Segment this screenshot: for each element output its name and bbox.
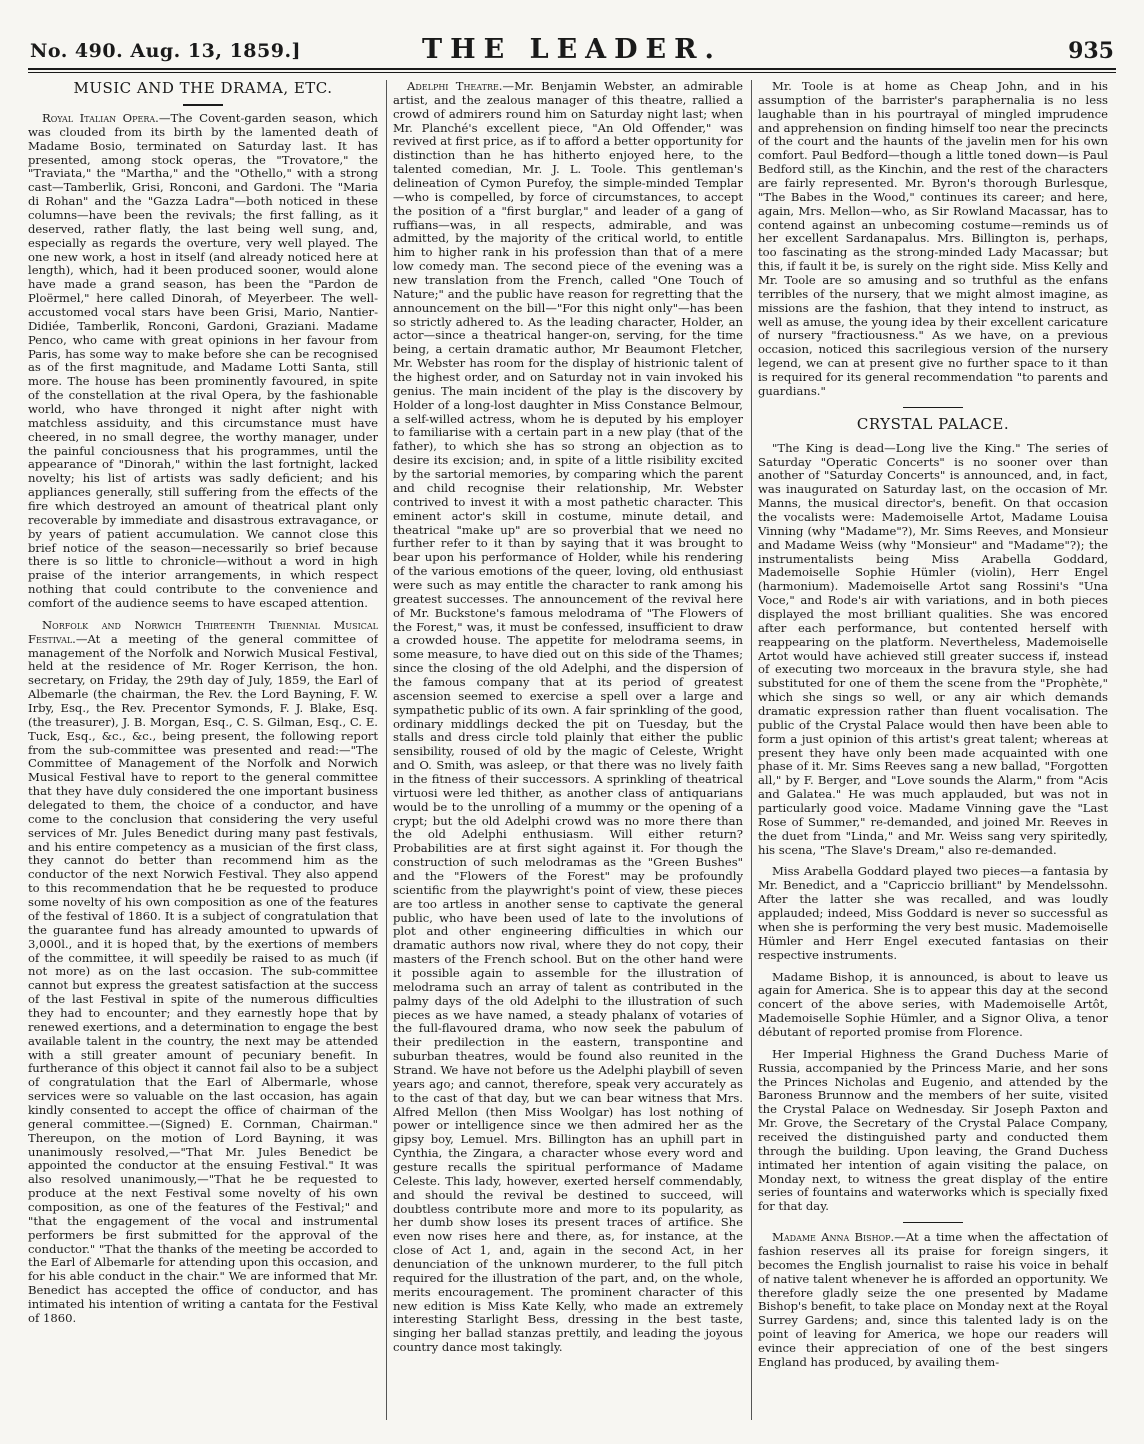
article-norfolk-festival [28, 619, 378, 1326]
article-lead: Adelphi Theatre. [407, 80, 503, 93]
article-body: —At a time when the affectation of fashion reserves all its praise for foreign singers, it becomes the English journalist to raise his voice in behalf of native talent whenever he is afforded an opportunity. We therefore gladly seize the one presented by Madame Bishop's benefit, to take place on Monday next at the Royal Surrey Gardens; and, since this talented lady is on the point of leaving for America, we hope our readers will evince their appreciation of one of the best singers England has produced, by availing them- [758, 1230, 1108, 1369]
article-lead: Royal Italian Opera. [42, 110, 159, 125]
section-heading-crystal-palace: CRYSTAL PALACE. [856, 414, 1010, 433]
article-madame-bishop-leaving: Madame Bishop, it is announced, is about to leave us again for America. She is to appear this day at the second concert of the above series, with Mademoiselle Artôt, Mademoiselle Sophie Hümler, and a Signor Oliva, a tenor débutant of reported promise from Florence. [758, 969, 1108, 1039]
masthead-rule-thin [28, 72, 1116, 73]
section-heading-music-drama: MUSIC AND THE DRAMA, ETC. [73, 80, 333, 97]
column-1 [28, 80, 378, 1420]
article-grand-duchess: Her Imperial Highness the Grand Duchess Marie of Russia, accompanied by the Princess Marie, and her sons the Princes Nicholas and Eugenio, and attended by the Baroness Brunnow and the members of her suite, visited the Crystal Palace on Wednesday. Sir Joseph Paxton and Mr. Grove, the Secretary of the Crystal Palace Company, received the distinguished party and conducted them through the building. Upon leaving, the Grand Duchess intimated her intention of again visiting the palace, on Monday next, to witness the great display of the entire series of fountains and waterworks which is specially fixed for that day. [758, 1046, 1108, 1214]
article-body: —Mr. Benjamin Webster, an admirable artist, and the zealous manager of this theatre, rallied a crowd of admirers round him on Saturday night last; when Mr. Planché's excellent piece, "An Old Offender," was revived at first price, as if to afford a better opportunity for distinction than he has hitherto enjoyed here, to the talented comedian, Mr. J. L. Toole. This gentleman's delineation of Cymon Purefoy, the simple-minded Templar—who is compelled, by force of circumstances, to accept the position of a "first burglar," and leader of a gang of ruffians—was, in all respects, admirable, and was admitted, by the majority of the critical world, to entitle him to higher rank in his profession than that of a mere low comedy man. The second piece of the evening was a new translation from the French, called "One Touch of Nature;" and the public have reason for regretting that the announcement on the bill—"For this night only"—has been so strictly adhered to. As the leading character, Holder, an actor—since a theatrical hanger-on, serving, for the time being, a certain dramatic author, Mr Beaumont Fletcher, Mr. Webster has room for the display of histrionic talent of the highest order, and on Saturday not in vain invoked his genius. The main incident of the play is the discovery by Holder of a long-lost daughter in Miss Constance Belmour, a self-willed actress, whom he is deputed by his employer to familiarise with a certain part in a new play (that of the father), to which she has so strong an objection as to desire its excision; and, in spite of a little risibility excited by the sartorial memories, by comparing which the parent and child recognise their relationship, Mr. Webster contrived to invest it with a most pathetic character. This eminent actor's skill in costume, minute detail, and theatrical "make up" are so proverbial that we need no further refer to it than by saying that it was brought to bear upon his performance of Holder, while his rendering of the various emotions of the queer, loving, old enthusiast were such as may entitle the character to rank among his greatest successes. The announcement of the revival here of Mr. Buckstone's famous melodrama of "The Flowers of the Forest," was, it must be confessed, insufficient to draw a crowded house. The appetite for melodrama seems, in some measure, to have died out on this side of the Thames; since the closing of the old Adelphi, and the dispersion of the famous company that at its period of greatest ascension seemed to exercise a spell over a large and sympathetic public of its own. A fair sprinkling of the good, ordinary middlings decked the pit on Tuesday, but the stalls and dress circle told plainly that either the public sensibility, roused of old by the magic of Celeste, Wright and O. Smith, was asleep, or that there was no lively faith in the fitness of their successors. A sprinkling of theatrical virtuosi were led thither, as another class of antiquarians would be to the unrolling of a mummy or the opening of a crypt; but the old Adelphi crowd was no more there than the old Adelphi enthusiasm. Will either return? Probabilities are at first sight against it. For though the construction of such melodramas as the "Green Bushes" and the "Flowers of the Forest" may be profoundly scientific from the playwright's point of view, these pieces are too artless in another sense to captivate the general public, who have been used of late to the involutions of plot and other engineering difficulties in which our dramatic authors now rival, where they do not copy, their masters of the French school. But on the other hand were it possible again to assemble for the illustration of melodrama such an array of talent as contributed in the palmy days of the old Adelphi to the illustration of such pieces as we have named, a steady phalanx of votaries of the full-flavoured drama, who now seek the pabulum of their predilection in the eastern, transpontine and suburban theatres, would be found also reunited in the Strand. We have not before us the Adelphi playbill of seven years ago; and cannot, therefore, speak very accurately as to the cast of that day, but we can bear witness that Mrs. Alfred Mellon (then Miss Woolgar) has lost nothing of power or intelligence since we then admired her as the gipsy boy, Lemuel. Mrs. Billington has an uphill part in Cynthia, the Zingara, a character whose every word and gesture recalls the spiritual performance of Madame Celeste. This lady, however, exerted herself commendably, and should the revival be destined to succeed, will doubtless contribute more and more to its popularity, as her dumb show loses its present traces of artifice. She even now rises here and there, as, for instance, at the close of Act 1, and, again in the second Act, in her denunciation of the unknown murderer, to the full pitch required for the illustration of the part, and, on the whole, merits encouragement. The prominent character of this new edition is Miss Kate Kelly, who made an extremely interesting Starlight Bess, dressing in the best taste, singing her ballad stanzas prettily, and leading the joyous country dance most takingly. [393, 80, 743, 1355]
section-divider [903, 1222, 963, 1223]
article-crystal-palace: "The King is dead—Long live the King." The series of Saturday "Operatic Concerts" is no sooner over than another of "Saturday Concerts" is announced, and, in fact, was inaugurated on Saturday last, on the occasion of Mr. Manns, the musical director's, benefit. On that occasion the vocalists were: Mademoiselle Artot, Madame Louisa Vinning (why "Madame"?), Mr. Sims Reeves, and Monsieur and Madame Weiss (why "Monsieur" and "Madame"?); the instrumentalists being Miss Arabella Goddard, Mademoiselle Sophie Hümler (violin), Herr Engel (harmonium). Mademoiselle Artot sang Rossini's "Una Voce," and Rode's air with variations, and in both pieces displayed the most brilliant qualities. She was encored after each performance, but contented herself with reappearing on the platform. Nevertheless, Mademoiselle Artot would have achieved still greater success if, instead of executing two morceaux in the bravura style, she had substituted for one of them the scene from the "Prophète," which she sings so well, or any air which demands dramatic expression rather than fluent vocalisation. The public of the Crystal Palace would then have been able to form a just opinion of this artist's great talent; whereas at present they have only been made acquainted with one phase of it. Mr. Sims Reeves sang a new ballad, "Forgotten all," by F. Berger, and "Love sounds the Alarm," from "Acis and Galatea." He was much applauded, but was not in particularly good voice. Madame Vinning gave the "Last Rose of Summer," re-demanded, and joined Mr. Reeves in the duet from "Linda," and Mr. Weiss sang very spiritedly, his scena, "The Slave's Dream," also re-demanded. [758, 440, 1108, 857]
article-lead: Madame Anna Bishop. [772, 1230, 895, 1245]
article-anna-bishop [758, 1231, 1108, 1370]
heading-ornament [183, 104, 223, 106]
article-body: —The Covent-garden season, which was clouded from its birth by the lamented death of Madame Bosio, terminated on Saturday last. It has presented, among stock operas, the "Trovatore," the "Traviata," the "Martha," and the "Othello," with a strong cast—Tamberlik, Grisi, Ronconi, and Gardoni. The "Maria di Rohan" and the "Gazza Ladra"—both noticed in these columns—have been the revivals; the first falling, as it deserved, rather flatly, the last being well sung, and, especially as regards the overture, very well played. The one new work, a host in itself (and already noticed here at length), which, had it been produced sooner, would alone have made a grand season, has been the "Pardon de Ploërmel," here called Dinorah, of Meyerbeer. The well-accustomed vocal stars have been Grisi, Mario, Nantier-Didiée, Tamberlik, Ronconi, Gardoni, Graziani. Madame Penco, who came with great opinions in her favour from Paris, has some way to make before she can be recognised as of the first magnitude, and Madame Lotti Santa, still more. The house has been prominently favoured, in spite of the constellation at the rival Opera, by the fashionable world, who have thronged it night after night with matchless assiduity, and this circumstance must have cheered, in no small degree, the worthy manager, under the painful conciousness that his programmes, until the appearance of "Dinorah," within the last fortnight, lacked novelty; his list of artists was sadly deficient; and his appliances generally, still suffering from the effects of the fire which destroyed an amount of theatrical plant only recoverable by immediate and disastrous extravagance, or by years of patient accumulation. We cannot close this brief notice of the season—necessarily so brief because there is so little to chronicle—without a word in high praise of the interior arrangements, in which respect nothing that could contribute to the convenience and comfort of the audience seems to have escaped attention. [28, 110, 378, 611]
column-2 [393, 80, 743, 1420]
article-royal-italian-opera [28, 112, 378, 611]
issue-date: No. 490. Aug. 13, 1859.] [30, 40, 302, 62]
article-adelphi-theatre [393, 80, 743, 1355]
column-divider [751, 80, 752, 1420]
page-number: 935 [1068, 38, 1114, 64]
masthead [30, 34, 1114, 64]
column-divider [386, 80, 387, 1420]
article-goddard: Miss Arabella Goddard played two pieces—a fantasia by Mr. Benedict, and a "Capriccio brilliant" by Mendelssohn. After the latter she was recalled, and was loudly applauded; indeed, Miss Goddard is never so successful as when she is performing the very best music. Mademoiselle Hümler and Herr Engel executed fantasias on their respective instruments. [758, 864, 1108, 962]
masthead-rule [28, 68, 1116, 70]
article-adelphi-continued: Mr. Toole is at home as Cheap John, and in his assumption of the barrister's paraphernalia is no less laughable than in his pourtrayal of mingled imprudence and apprehension on finding himself too near the precincts of the court and the haunts of the javelin men for his own comfort. Paul Bedford—though a little toned down—is Paul Bedford still, as the Kinchin, and the rest of the characters are fairly represented. Mr. Byron's thorough Burlesque, "The Babes in the Wood," continues its career; and here, again, Mrs. Mellon—who, as Sir Rowland Macassar, has to contend against an unbecoming costume—reminds us of her excellent Sardanapalus. Mrs. Billington is, perhaps, too fascinating as the strong-minded Lady Macassar; but this, if fault it be, is surely on the right side. Miss Kelly and Mr. Toole are so amusing and so truthful as the enfans terribles of the nursery, that we might almost imagine, as missions are the fashion, that they intend to instruct, as well as amuse, the young idea by their excellent caricature of nursery "fractiousness." As we have, on a previous occasion, noticed this sacrilegious version of the nursery legend, we can at present give no further space to it than is required for its general recommendation "to parents and guardians." [758, 80, 1108, 398]
section-divider [903, 407, 963, 408]
publication-title: THE LEADER. [422, 34, 722, 65]
column-3 [758, 80, 1108, 1420]
article-lead: Norfolk and Norwich Thirteenth Triennial Musical Festival. [28, 617, 378, 646]
article-body: —At a meeting of the general committee of management of the Norfolk and Norwich Musical Festival, held at the residence of Mr. Roger Kerrison, the hon. secretary, on Friday, the 29th day of July, 1859, the Earl of Albemarle (the chairman, the Rev. the Lord Bayning, F. W. Irby, Esq., the Rev. Precentor Symonds, F. J. Blake, Esq. (the treasurer), J. B. Morgan, Esq., C. S. Gilman, Esq., C. E. Tuck, Esq., &c., &c., being present, the following report from the sub-committee was presented and read:—"The Committee of Management of the Norfolk and Norwich Musical Festival have to report to the general committee that they have duly considered the one important business delegated to them, the choice of a conductor, and have come to the conclusion that considering the very useful services of Mr. Jules Benedict during many past festivals, and his entire competency as a musician of the first class, they cannot do better than recommend him as the conductor of the next Norwich Festival. They also append to this recommendation that he be requested to produce some novelty of his own composition as one of the features of the festival of 1860. It is a subject of congratulation that the guarantee fund has already amounted to upwards of 3,000l., and it is hoped that, by the exertions of members of the committee, it will speedily be raised to as much (if not more) as on the last occasion. The sub-committee cannot but express the greatest satisfaction at the success of the last Festival in spite of the numerous difficulties they had to encounter; and they earnestly hope that by renewed exertions, and a determination to engage the best available talent in the country, the next may be attended with a still greater amount of pecuniary benefit. In furtherance of this object it cannot fail also to be a subject of congratulation that the Earl of Albermarle, whose services were so valuable on the last occasion, has again kindly consented to accept the office of chairman of the general committee.—(Signed) E. Cornman, Chairman." Thereupon, on the motion of Lord Bayning, it was unanimously resolved,—"That Mr. Jules Benedict be appointed the conductor at the ensuing Festival." It was also resolved unanimously,—"That he be requested to produce at the next Festival some novelty of his own composition, as one of the features of the Festival;" and "that the engagement of the vocal and instrumental performers be first submitted for the approval of the conductor." "That the thanks of the meeting be accorded to the Earl of Albemarle for attending upon this occasion, and for his able conduct in the chair." We are informed that Mr. Benedict has accepted the office of conductor, and has intimated his intention of writing a cantata for the Festival of 1860. [28, 631, 378, 1325]
